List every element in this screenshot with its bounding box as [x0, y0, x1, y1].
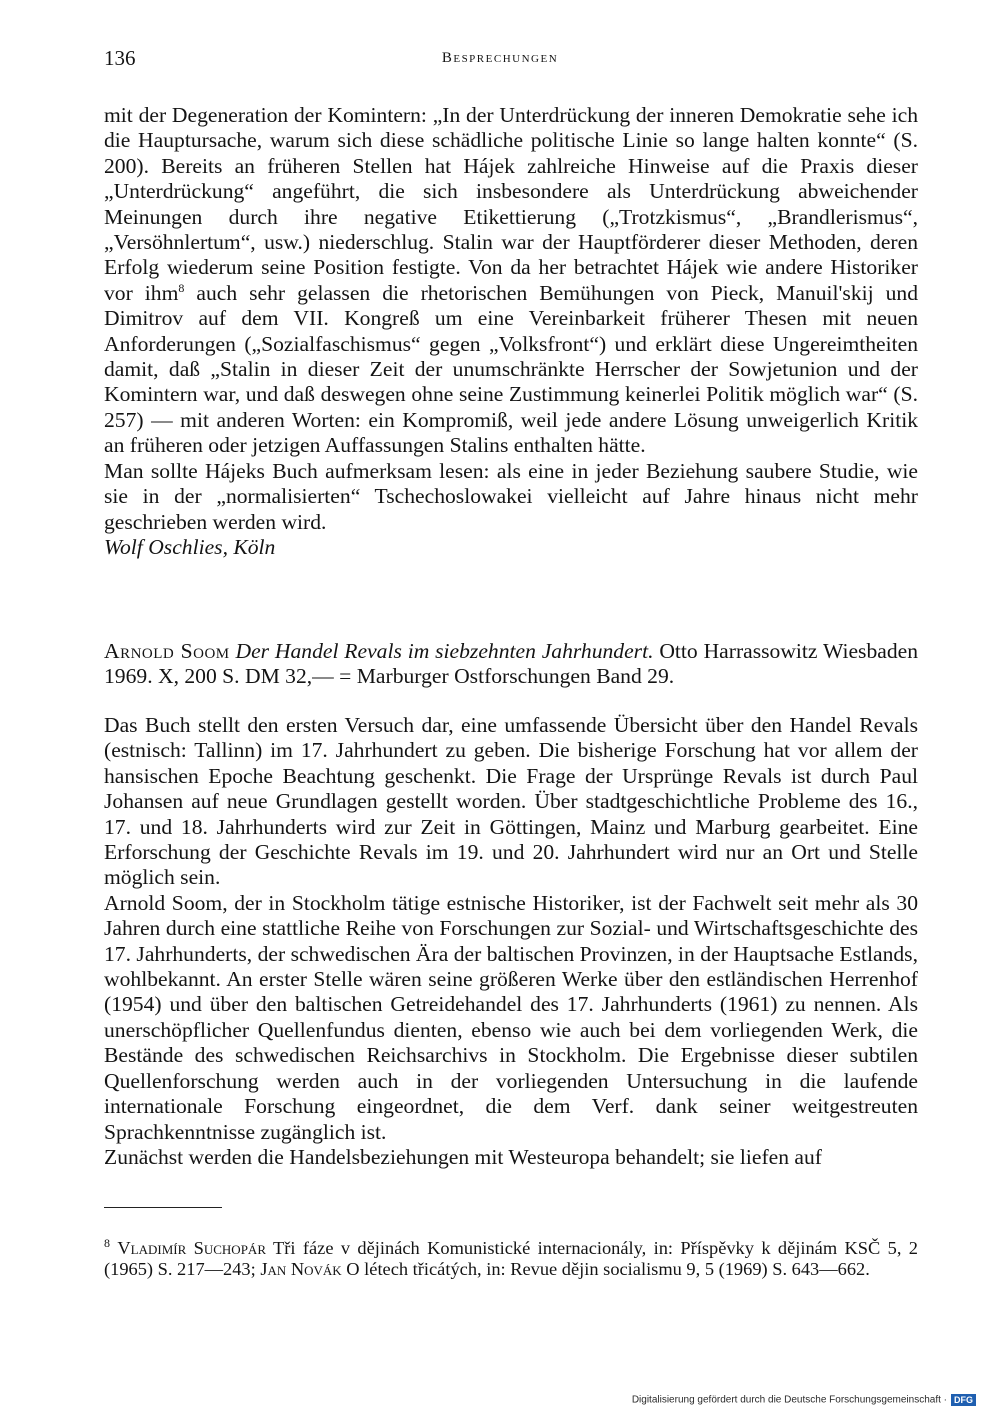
review-2-body — [104, 713, 918, 1170]
review-2-paragraph-3: Zunächst werden die Handelsbeziehungen mit Westeuropa behandelt; sie liefen auf — [104, 1144, 822, 1169]
footnote-author-2: Jan Novák — [260, 1259, 342, 1279]
footnote-text-1: Tři fáze v dějinách Komunistické internacionály, in: Příspěvky k dějinám KSČ 5, 2 (1965) S. 217—243; — [104, 1238, 918, 1279]
running-head: Besprechungen — [441, 50, 559, 66]
review-1-paragraph-2: Man sollte Hájeks Buch aufmerksam lesen: als eine in jeder Beziehung saubere Studie, wie sie in der „normalisierten“ Tschechoslowakei vielleicht auf Jahre hinaus nicht mehr geschrieben werden wird. — [104, 458, 918, 534]
review-2-citation — [104, 639, 918, 690]
footnote — [104, 1235, 918, 1280]
paragraph-text: mit der Degeneration der Komintern: „In der Unterdrückung der inneren Demokratie sehe ich die Hauptursache, warum sich diese schädliche politische Linie so lange halten konnte“ (S. 200). Bereits an früheren Stellen hat Hájek zahlreiche Hinweise auf die Praxis dieser „Unterdrückung“ angeführt, die sich insbesondere als Unterdrückung abweichender Meinungen durch ihre negative Etikettierung („Trotzkismus“, „Brandlerismus“, „Versöhnlertum“, usw.) niederschlug. Stalin war der Hauptförderer dieser Methoden, deren Erfolg wiederum seine Position festigte. Von da her betrachtet Hájek wie andere Historiker vor ihm — [104, 103, 918, 305]
dfg-logo-icon: DFG — [951, 1394, 976, 1406]
review-2-paragraph-1: Das Buch stellt den ersten Versuch dar, eine umfassende Übersicht über den Handel Revals (estnisch: Tallinn) im 17. Jahrhundert zu geben. Die bisherige Forschung hat vor allem der hansischen Epoche Beachtung geschenkt. Die Frage der Ursprünge Revals ist durch Paul Johansen auf neue Grundlagen gestellt worden. Über stadtgeschichtliche Probleme des 16., 17. und 18. Jahrhunderts wird zur Zeit in Göttingen, Mainz und Marburg gearbeitet. Eine Erforschung der Geschichte Revals im 19. und 20. Jahrhundert wird nur an Ort und Stelle möglich sein. — [104, 713, 918, 890]
footnote-reference: 8 — [178, 280, 185, 295]
digitization-credit-text: Digitalisierung gefördert durch die Deutsche Forschungsgemeinschaft · — [631, 1394, 947, 1406]
publication-info: Otto Harrassowitz Wiesbaden 1969. X, 200 S. DM 32,— = Marburger Ostforschungen Band 29. — [104, 639, 919, 689]
footnote-author-1: Vladimír Suchopár — [117, 1238, 266, 1258]
footnote-marker: 8 — [104, 1235, 110, 1250]
bibliographic-entry — [104, 639, 918, 690]
reviewer-signature: Wolf Oschlies, Köln — [104, 534, 276, 559]
digitization-credit — [632, 1394, 976, 1406]
footnote-divider — [104, 1207, 222, 1208]
paragraph-text-continued: auch sehr gelassen die rhetorischen Bemühungen von Pieck, Manuil'skij und Dimitrov auf dem VII. Kongreß um eine Vereinbarkeit früherer Thesen mit neuen Anforderungen („Sozialfaschismus“ gegen „Volksfront“) und erklärt diese Ungereimtheiten damit, daß „Stalin in dieser Zeit der unumschränkte Herrscher der Sowjetunion und der Komintern war, und daß deswegen ohne seine Zustimmung keinerlei Politik möglich war“ (S. 257) — mit anderen Worten: ein Kompromiß, weil jede andere Lösung unweigerlich Kritik an früheren oder jetzigen Auffassungen Stalins enthalten hätte. — [104, 280, 918, 458]
book-title: Der Handel Revals im siebzehnten Jahrhundert. — [235, 639, 654, 663]
review-1-paragraph-1 — [104, 103, 918, 459]
review-2-paragraph-2: Arnold Soom, der in Stockholm tätige estnische Historiker, ist der Fachwelt seit mehr als 30 Jahren durch eine stattliche Reihe von Forschungen zur Sozial- und Wirtschaftsgeschichte des 17. Jahrhunderts, der schwedischen Ära der baltischen Provinzen, in der Hauptsache Estlands, wohlbekannt. An erster Stelle wären seine größeren Werke über den estländischen Herrenhof (1954) und über den baltischen Getreidehandel des 17. Jahrhunderts (1961) zu nennen. Als unerschöpflicher Quellenfundus dienten, ebenso wie auch bei dem vorliegenden Werk, die Bestände des schwedischen Reichsarchivs in Stockholm. Die Ergebnisse dieser subtilen Quellenforschung werden auch in der vorliegenden Untersuchung in die laufende internationale Forschung eingeordnet, die dem Verf. dank seiner weitgestreuten Sprachkenntnisse zugänglich ist. — [104, 890, 918, 1144]
footnote-text-2: O létech třicátých, in: Revue dějin socialismu 9, 5 (1969) S. 643—662. — [341, 1259, 870, 1279]
page-number: 136 — [104, 46, 136, 70]
book-author: Arnold Soom — [104, 639, 230, 663]
review-1-body — [104, 103, 918, 560]
